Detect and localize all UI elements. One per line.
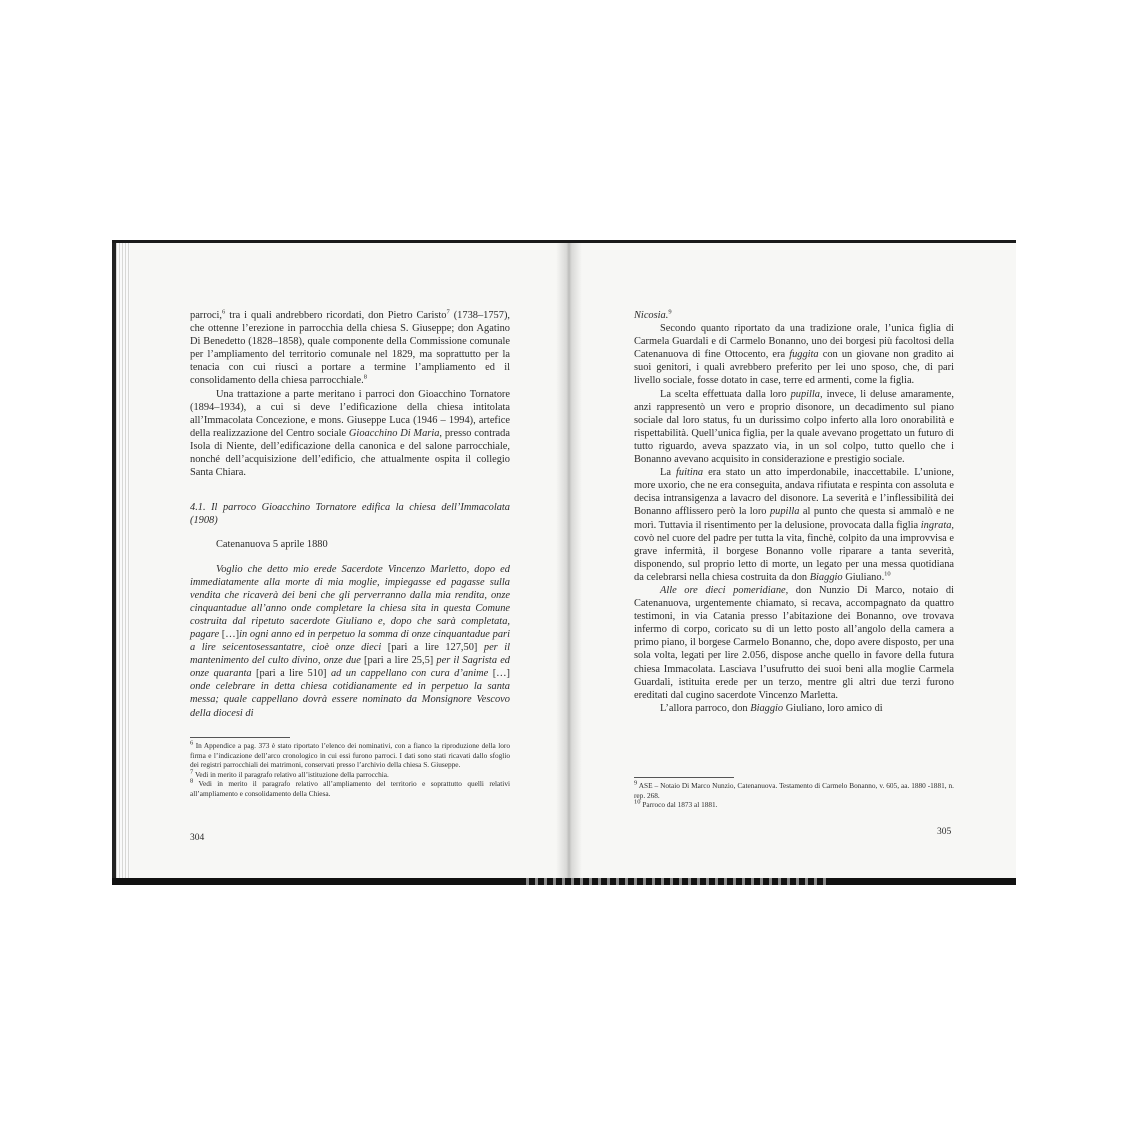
left-page-body bbox=[190, 309, 510, 720]
footnote: $^8$ Vedi in merito il paragrafo relativo all’ampliamento del territorio e soprattutto quelli relativi all’ampliamento e consolidamento della Chiesa. bbox=[190, 777, 510, 798]
paragraph: Una trattazione a parte meritano i parroci don Gioacchino Tornatore (1894–1934), a cui si deve l’edificazione della chiesa intitolata all’Immacolata Concezione, e mons. Giuseppe Luca (1946 – 1994), artefice della realizzazione del Centro sociale Gioacchino Di Maria, presso contrada Isola di Niente, dell’edificazione della canonica e del salone parrocchiale, nonché dell’acquisizione dell’edificio, che attualmente ospita il collegio Santa Chiara. bbox=[190, 388, 510, 479]
book-left-edge bbox=[112, 240, 116, 885]
paragraph: Nicosia.$^9$ bbox=[634, 308, 672, 321]
paragraph: La fuitina era stato un atto imperdonabile, inaccettabile. L’unione, more uxorio, che ne era conseguita, andava rifiutata e respinta con assoluta e decisa intransigenza a lavacro del disonore. La severità e l’inflessibilità dei Bonanno afflissero però la loro pupilla al punto che questa si ammalò e ne morì. Tuttavia il risentimento per la delusione, provocata dalla figlia ingrata, covò nel cuore del padre per tutta la vita, finchè, colpito da una improvvisa e grave infermità, il borgese Bonanno volle riparare a tanta severità, disponendo, sul proprio letto di morte, un legato per una messa quotidiana da celebrarsi nella chiesa costruita da don Biaggio Giuliano.$^{10}$ bbox=[634, 467, 954, 583]
paragraph: L’allora parroco, don Biaggio Giuliano, loro amico di bbox=[660, 702, 883, 714]
document-date: Catenanuova 5 aprile 1880 bbox=[216, 539, 328, 551]
book-gutter bbox=[556, 243, 582, 878]
page-number-left: 304 bbox=[190, 833, 205, 843]
right-page-body bbox=[634, 309, 954, 715]
paragraph: La scelta effettuata dalla loro pupilla, invece, li deluse amaramente, anzi rappresentò un vero e proprio disonore, un decadimento sul piano sociale dal loro status, fu un durissimo colpo inferto alla loro onorabilità e rispettabilità. Quell’unica figlia, per la quale avevano progettato un futuro di tutto riguardo, aveva spazzato via, in un sol colpo, tutto quello che i Bonanno avevano acquisito in considerazione e prestigio sociale. bbox=[634, 388, 954, 466]
footnote: $^9$ ASE – Notaio Di Marco Nunzio, Catenanuova. Testamento di Carmelo Bonanno, v. 605, aa. 1880 -1881, n. rep. 268. bbox=[634, 779, 954, 800]
footnote-rule bbox=[634, 777, 734, 778]
footnote: $^7$ Vedi in merito il paragrafo relativo all’istituzione della parrocchia. bbox=[190, 768, 389, 779]
footnote: $^{10}$ Parroco dal 1873 al 1881. bbox=[634, 798, 718, 810]
footnote: $^6$ In Appendice a pag. 373 è stato riportato l’elenco dei nominativi, con a fianco la riproduzione della loro firma e l’indicazione dell’arco cronologico in cui essi furono parroci. I dati sono stati ricavati dallo sfoglio dei registri parrocchiali dei matrimoni, conservati presso l’archivio della chiesa S. Giuseppe. bbox=[190, 739, 510, 770]
paragraph: parroci,$^6$ tra i quali andrebbero ricordati, don Pietro Caristo$^7$ (1738–1757), che ottenne l’erezione in parrocchia della chiesa S. Giuseppe; don Agatino Di Benedetto (1828–1858), quale componente della Commissione comunale per l’ampliamento del territorio comunale nel 1829, ma soprattutto per la tenacia con cui riuscì a portare a termine l’ampliamento ed il consolidamento della chiesa parrocchiale.$^8$ bbox=[190, 308, 510, 387]
footnote-rule bbox=[190, 737, 290, 738]
paragraph: Alle ore dieci pomeridiane, don Nunzio Di Marco, notaio di Catenanuova, urgentemente chiamato, si recava, accompagnato da quattro testimoni, in via Catania presso l’abitazione dei Bonanno, ove trovava infermo di corpo, coricato su di un letto posto all’angolo della camera a primo piano, il borgese Carmelo Bonanno, che, dopo avere disposto, per una sola volta, legati per lire 2.056, dispose anche quello in favore della futura chiesa Immacolata. Lasciava l’usufrutto dei suoi beni alla moglie Carmela Guardali, istituita erede per un terzo, mentre gli altri due terzi furono ereditati dal cugino sacerdote Vincenzo Marletta. bbox=[634, 584, 954, 701]
left-footnotes bbox=[190, 737, 510, 799]
right-footnotes bbox=[634, 777, 954, 810]
paragraph: Secondo quanto riportato da una tradizione orale, l’unica figlia di Carmela Guardali e di Carmelo Bonanno, uno dei borgesi più facoltosi della Catenanuova di fine Ottocento, era fuggita con un giovane non gradito ai suoi genitori, i quali avrebbero preferito per lei uno sposo, che, di pari livello sociale, fosse dotato in case, terre ed armenti, come la figlia. bbox=[634, 323, 954, 387]
page-number-right: 305 bbox=[937, 827, 952, 837]
quoted-testament: Voglio che detto mio erede Sacerdote Vincenzo Marletto, dopo ed immediatamente alla morte di mia moglie, impiegasse ed pagasse sulla vendita che ricaverà dei beni che gli perverranno dalla mia rendita, onze cinquantadue all’anno onde completare la chiesa sita in questa Comune costruita dal ripetuto sacerdote Giuliano e, dopo che sarà completata, pagare […]in ogni anno ed in perpetuo la somma di onze cinquantadue pari a lire seicentosessantatre, cioè onze dieci [pari a lire 127,50] per il mantenimento del culto divino, onze due [pari a lire 25,5] per il Sagrista ed onze quaranta [pari a lire 510] ad un cappellano con cura d’anime […] onde celebrare in detta chiesa cotidianamente ed in perpetuo la santa messa; quale cappellano dovrà essere nominato da Monsignore Vescovo della diocesi di bbox=[190, 563, 510, 719]
section-heading: 4.1. Il parroco Gioacchino Tornatore edifica la chiesa dell’Immacolata (1908) bbox=[190, 502, 510, 527]
page-edges bbox=[116, 243, 130, 878]
book-spine-strip bbox=[520, 878, 830, 885]
